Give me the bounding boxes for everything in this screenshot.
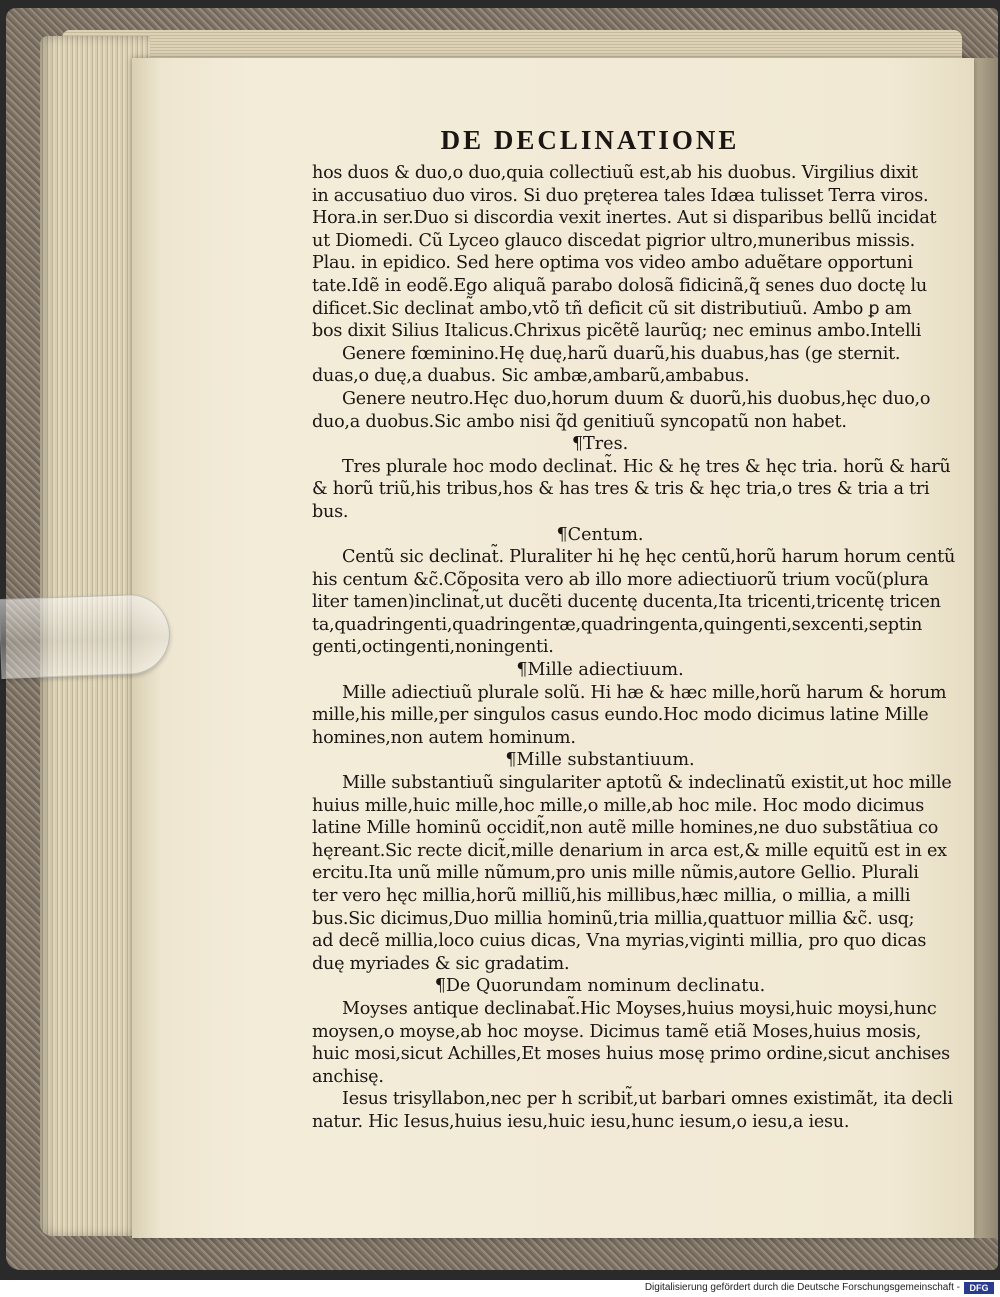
text-line: Genere neutro.Hęc duo,horum duum & duorũ,his duobus,hęc duo,o [342, 388, 931, 409]
text-line: duas,o duę,a duabus. Sic ambæ,ambarũ,ambabus. [312, 366, 750, 387]
text-line: Mille substantiuũ singulariter aptotũ & indeclinatũ existit,ut hoc mille [342, 773, 952, 794]
text-line: duo,a duobus.Sic ambo nisi q̃d genitiuũ syncopatũ non habet. [312, 411, 847, 432]
text-line: huic mosi,sicut Achilles,Et moses huius mosę primo ordine,sicut anchises [312, 1044, 950, 1065]
text-line: Plau. in epidico. Sed here optima vos video ambo aduẽtare opportuni [312, 253, 913, 274]
text-line: his centum &c̃.Cõposita vero ab illo more adiectiuorũ trium vocũ(plura [312, 569, 929, 590]
section-heading-quorundam: ¶De Quorundam nominum declinatu. [434, 976, 766, 997]
text-line: Moyses antique declinabat̃.Hic Moyses,huius moysi,huic moysi,hunc [342, 998, 937, 1019]
text-line: natur. Hic Iesus,huius iesu,huic iesu,hunc iesum,o iesu,a iesu. [312, 1111, 850, 1132]
footer-bar [0, 1280, 1000, 1297]
text-line: ter vero hęc millia,horũ milliũ,his millibus,hæc millia, o millia, a milli [312, 886, 911, 906]
text-line: duę myriades & sic gradatim. [312, 953, 570, 974]
text-line: ad decẽ millia,loco cuius dicas, Vna myrias,viginti millia, pro quo dicas [312, 931, 927, 952]
text-line: huius mille,huic mille,hoc mille,o mille,ab hoc mile. Hoc modo dicimus [312, 795, 925, 816]
plastic-clip [0, 593, 171, 679]
text-line: & horũ triũ,his tribus,hos & has tres & tris & hęc tria,o tres & tria a tri [312, 479, 930, 500]
text-line: in accusatiuo duo viros. Si duo pręterea tales Idæa tulisset Terra viros. [312, 185, 929, 206]
text-line: bos dixit Silius Italicus.Chrixus picẽtẽ laurũq; nec eminus ambo.Intelli [312, 321, 922, 342]
page-text [312, 122, 956, 1134]
text-line: latine Mille hominũ occidit̃,non autẽ mille homines,ne duo substãtiua co [312, 818, 939, 839]
footer-credit: Digitalisierung gefördert durch die Deutsche Forschungsgemeinschaft - [644, 1282, 960, 1293]
text-line: Genere fœminino.Hę duę,harũ duarũ,his duabus,has (ge sternit. [342, 343, 901, 364]
text-line: Iesus trisyllabon,nec per h scribit̃,ut barbari omnes existimãt, ita decli [342, 1089, 953, 1110]
text-line: mille,his mille,per singulos casus eundo.Hoc modo dicimus latine Mille [312, 705, 929, 726]
text-line: bus.Sic dicimus,Duo millia hominũ,tria millia,quattuor millia &c̃. usq; [312, 908, 915, 929]
text-line: moysen,o moyse,ab hoc moyse. Dicimus tamẽ etiã Moses,huius mosis, [312, 1021, 922, 1042]
text-line: hos duos & duo,o duo,quia collectiuũ est,ab his duobus. Virgilius dixit [312, 163, 918, 183]
text-line: hęreant.Sic recte dicit̃,mille denarium in arca est,& mille equitũ est in ex [312, 840, 947, 861]
text-line: dificet.Sic declinat̃ ambo,vtõ tñ deficit cũ sit distributiuũ. Ambo ꝑ am [312, 298, 912, 319]
text-line: anchisę. [312, 1066, 384, 1087]
text-line: homines,non autem hominum. [312, 727, 576, 748]
text-line: liter tamen)inclinat̃,ut ducẽti ducentę ducenta,Ita tricenti,tricentę tricen [312, 592, 941, 613]
page-right-edge [972, 58, 998, 1238]
dfg-logo: DFG [964, 1282, 994, 1294]
text-line: Tres plurale hoc modo declinat̃. Hic & hę tres & hęc tria. horũ & harũ [342, 456, 951, 477]
text-line: Mille adiectiuũ plurale solũ. Hi hæ & hæc mille,horũ harum & horum [342, 682, 947, 703]
section-heading-tres: ¶Tres. [571, 434, 629, 455]
section-heading-centum: ¶Centum. [556, 524, 644, 545]
text-line: Hora.in ser.Duo si discordia vexit inertes. Aut si disparibus bellũ incidat [312, 208, 937, 229]
text-line: ut Diomedi. Cũ Lyceo glauco discedat pigrior ultro,muneribus missis. [312, 230, 916, 251]
section-heading-mille-adiectiuum: ¶Mille adiectiuum. [516, 660, 684, 681]
running-head: DE DECLINATIONE [440, 125, 740, 155]
section-heading-mille-substantiuum: ¶Mille substantiuum. [505, 750, 695, 771]
text-line: Centũ sic declinat̃. Pluraliter hi hę hęc centũ,horũ harum horum centũ [342, 547, 956, 568]
text-line: genti,octingenti,noningenti. [312, 637, 554, 658]
text-line: ercitu.Ita unũ mille nũmum,pro unis mille nũmis,autore Gellio. Plurali [312, 863, 919, 884]
text-line: ta,quadringenti,quadringentæ,quadringenta,quingenti,sexcenti,septin [312, 614, 923, 635]
text-line: bus. [312, 501, 349, 522]
text-line: tate.Idẽ in eodẽ.Ego aliquã parabo dolosã fidicinã,q̃ senes duo doctę lu [312, 275, 928, 296]
